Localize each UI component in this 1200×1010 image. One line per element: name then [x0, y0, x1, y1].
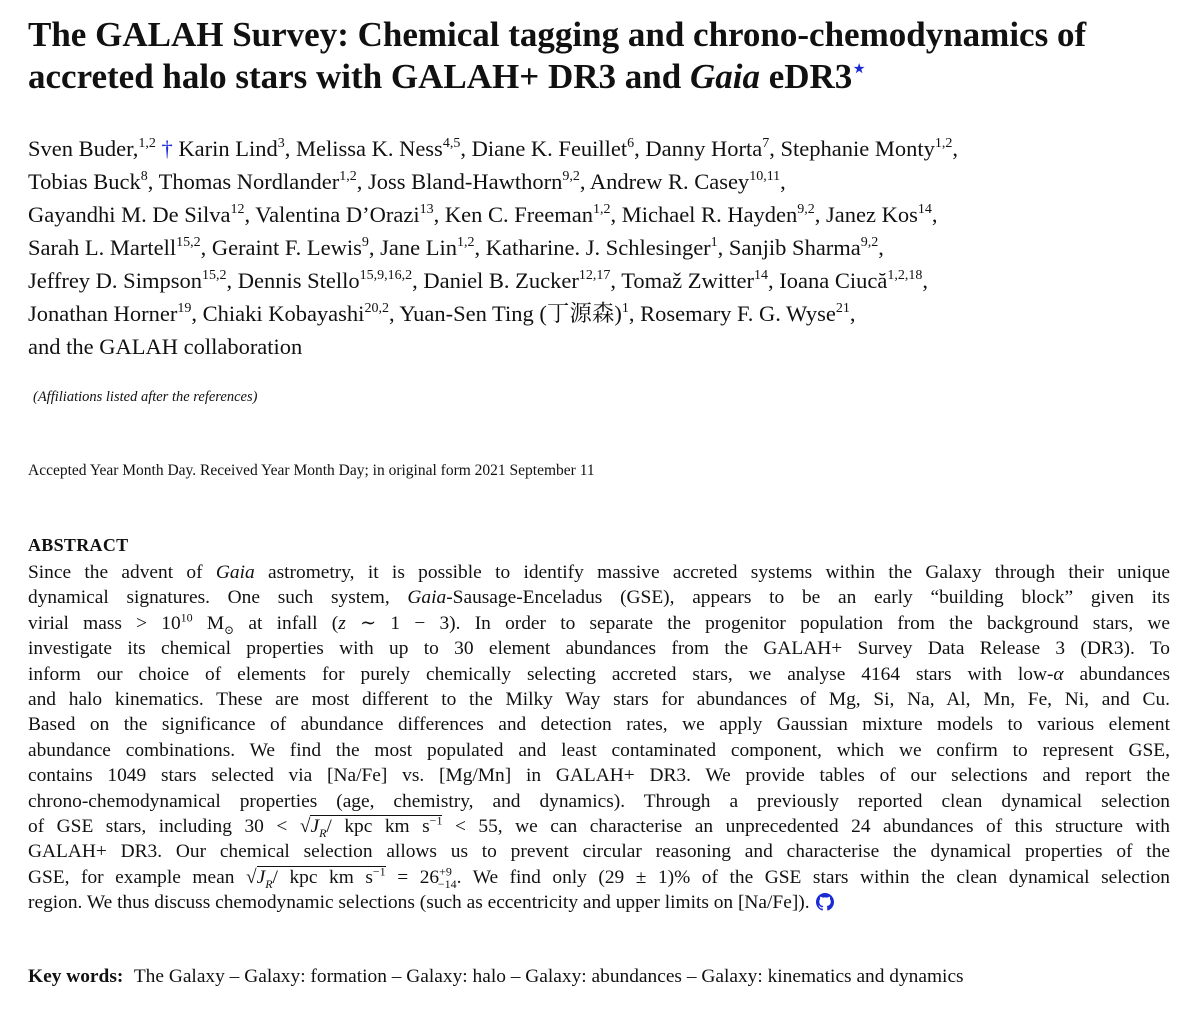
abstract-heading: ABSTRACT — [28, 535, 129, 555]
title-line-1: The GALAH Survey: Chemical tagging and chrono-chemodynamics of — [28, 15, 1087, 54]
abstract-line: dynamical signatures. One such system, Gaia-Sausage-Enceladus (GSE), appears to be an early “building block” given its — [28, 587, 1170, 609]
abstract-line: Since the advent of Gaia astrometry, it is possible to identify massive accreted systems within the Galaxy through their unique — [28, 562, 1170, 583]
abstract-text — [28, 560, 1170, 916]
abstract-line: chrono-chemodynamical properties (age, chemistry, and dynamics). Through a previously reported clean dynamical selection — [28, 790, 1170, 812]
title-line-2: accreted halo stars with GALAH+ DR3 and Gaia eDR3⋆ — [28, 55, 867, 96]
abstract-line: contains 1049 stars selected via [Na/Fe] vs. [Mg/Mn] in GALAH+ DR3. We provide tables of our selections and report the — [28, 765, 1170, 787]
abstract-line: inform our choice of elements for purely chemically selecting accreted stars, we analyse 4164 stars with low-α abundances — [28, 663, 1170, 685]
corresponding-author-dagger-link[interactable]: † — [161, 136, 173, 161]
abstract-line: abundance combinations. We find the most populated and least contaminated component, which we confirm to represent GSE, — [28, 739, 1170, 761]
abstract-line: investigate its chemical properties with up to 30 element abundances from the GALAH+ Survey Data Release 3 (DR3). To — [28, 638, 1170, 660]
author-line: Gayandhi M. De Silva$^{12}$, Valentina D’Orazi$^{13}$, Ken C. Freeman$^{1,2}$, Michael R. Hayden$^{9,2}$, Janez Kos$^{14}$, — [28, 202, 938, 227]
author-line: and the GALAH collaboration — [28, 334, 303, 359]
keywords — [28, 966, 964, 988]
author-line: Jonathan Horner$^{19}$, Chiaki Kobayashi$^{20,2}$, Yuan-Sen Ting (丁源森)$^1$, Rosemary F. G. Wyse$^{21}$, — [28, 301, 856, 326]
keywords-list: The Galaxy – Galaxy: formation – Galaxy: halo – Galaxy: abundances – Galaxy: kinematics and dynamics — [133, 966, 964, 987]
author-line: Tobias Buck$^8$, Thomas Nordlander$^{1,2}$, Joss Bland-Hawthorn$^{9,2}$, Andrew R. Casey$^{10,11}$, — [28, 169, 786, 194]
affiliations-note: (Affiliations listed after the references) — [33, 389, 258, 405]
received-accepted-dates: Accepted Year Month Day. Received Year Month Day; in original form 2021 September 11 — [28, 462, 595, 479]
abstract-line: GALAH+ DR3. Our chemical selection allows us to prevent circular reasoning and characterise the dynamical properties of the — [28, 841, 1170, 863]
author-line: Sarah L. Martell$^{15,2}$, Geraint F. Lewis$^9$, Jane Lin$^{1,2}$, Katharine. J. Schlesinger$^1$, Sanjib Sharma$^{9,2}$, — [28, 235, 884, 260]
abstract-line: virial mass > $10^{10}$ $M_⊙$ at infall (z ∼ 1 − 3). In order to separate the progenitor population from the background stars, we — [28, 610, 1171, 637]
abstract-line: region. We thus discuss chemodynamic selections (such as eccentricity and upper limits on [Na/Fe]). — [28, 890, 1170, 915]
author-line: Sven Buder,$^{1,2}$ † Karin Lind$^3$, Melissa K. Ness$^{4,5}$, Diane K. Feuillet$^6$, Danny Horta$^7$, Stephanie Monty$^{1,2}$, — [28, 136, 958, 161]
keywords-label: Key words: — [28, 966, 124, 987]
github-icon[interactable] — [816, 893, 834, 911]
footnote-star-link[interactable]: ⋆ — [852, 55, 867, 81]
abstract-line: GSE, for example mean $√J_R/$ kpc km $s^{-1} = 26^{+9}_{-14}$. We find only (29 ± 1)% of the GSE stars within the clean dynamical selection — [28, 864, 1170, 891]
author-line: Jeffrey D. Simpson$^{15,2}$, Dennis Stello$^{15,9,16,2}$, Daniel B. Zucker$^{12,17}$, Tomaž Zwitter$^{14}$, Ioana Ciucă$^{1,2,18}$, — [28, 268, 928, 293]
author-list — [28, 132, 1178, 363]
abstract-line: Based on the significance of abundance differences and detection rates, we apply Gaussian mixture models to various element — [28, 714, 1170, 736]
abstract-line: and halo kinematics. These are most different to the Milky Way stars for abundances of Mg, Si, Na, Al, Mn, Fe, Ni, and Cu. — [28, 689, 1170, 711]
paper-title — [28, 14, 1178, 98]
abstract-line: of GSE stars, including $30 < √J_R/$ kpc km $s^{-1} < 55$, we can characterise an unprecedented 24 abundances of this structure with — [28, 813, 1171, 840]
